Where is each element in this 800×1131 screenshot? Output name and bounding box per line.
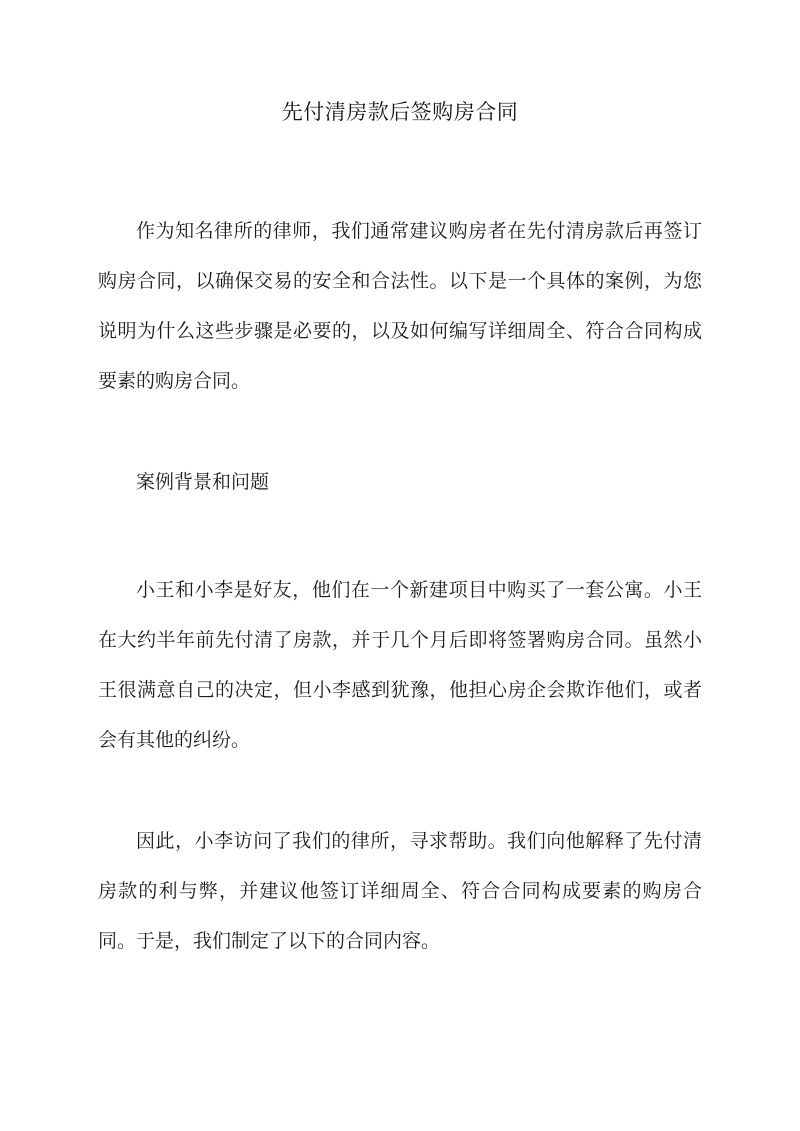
section-heading-case-background: 案例背景和问题 — [136, 471, 270, 493]
paragraph-case-description: 小王和小李是好友，他们在一个新建项目中购买了一套公寓。小王在大约半年前先付清了房款，并于几个月后即将签署购房合同。虽然小王很满意自己的决定，但小李感到犹豫，他担心房企会欺诈他们，或者会有其他的纠纷。 — [98, 579, 702, 751]
document-title: 先付清房款后签购房合同 — [281, 100, 519, 124]
paragraph-consultation: 因此，小李访问了我们的律所，寻求帮助。我们向他解释了先付清房款的利与弊，并建议他签订详细周全、符合合同构成要素的购房合同。于是，我们制定了以下的合同内容。 — [98, 830, 702, 952]
paragraph-intro: 作为知名律所的律师，我们通常建议购房者在先付清房款后再签订购房合同，以确保交易的安全和合法性。以下是一个具体的案例，为您说明为什么这些步骤是必要的，以及如何编写详细周全、符合合同构成要素的购房合同。 — [98, 220, 702, 392]
